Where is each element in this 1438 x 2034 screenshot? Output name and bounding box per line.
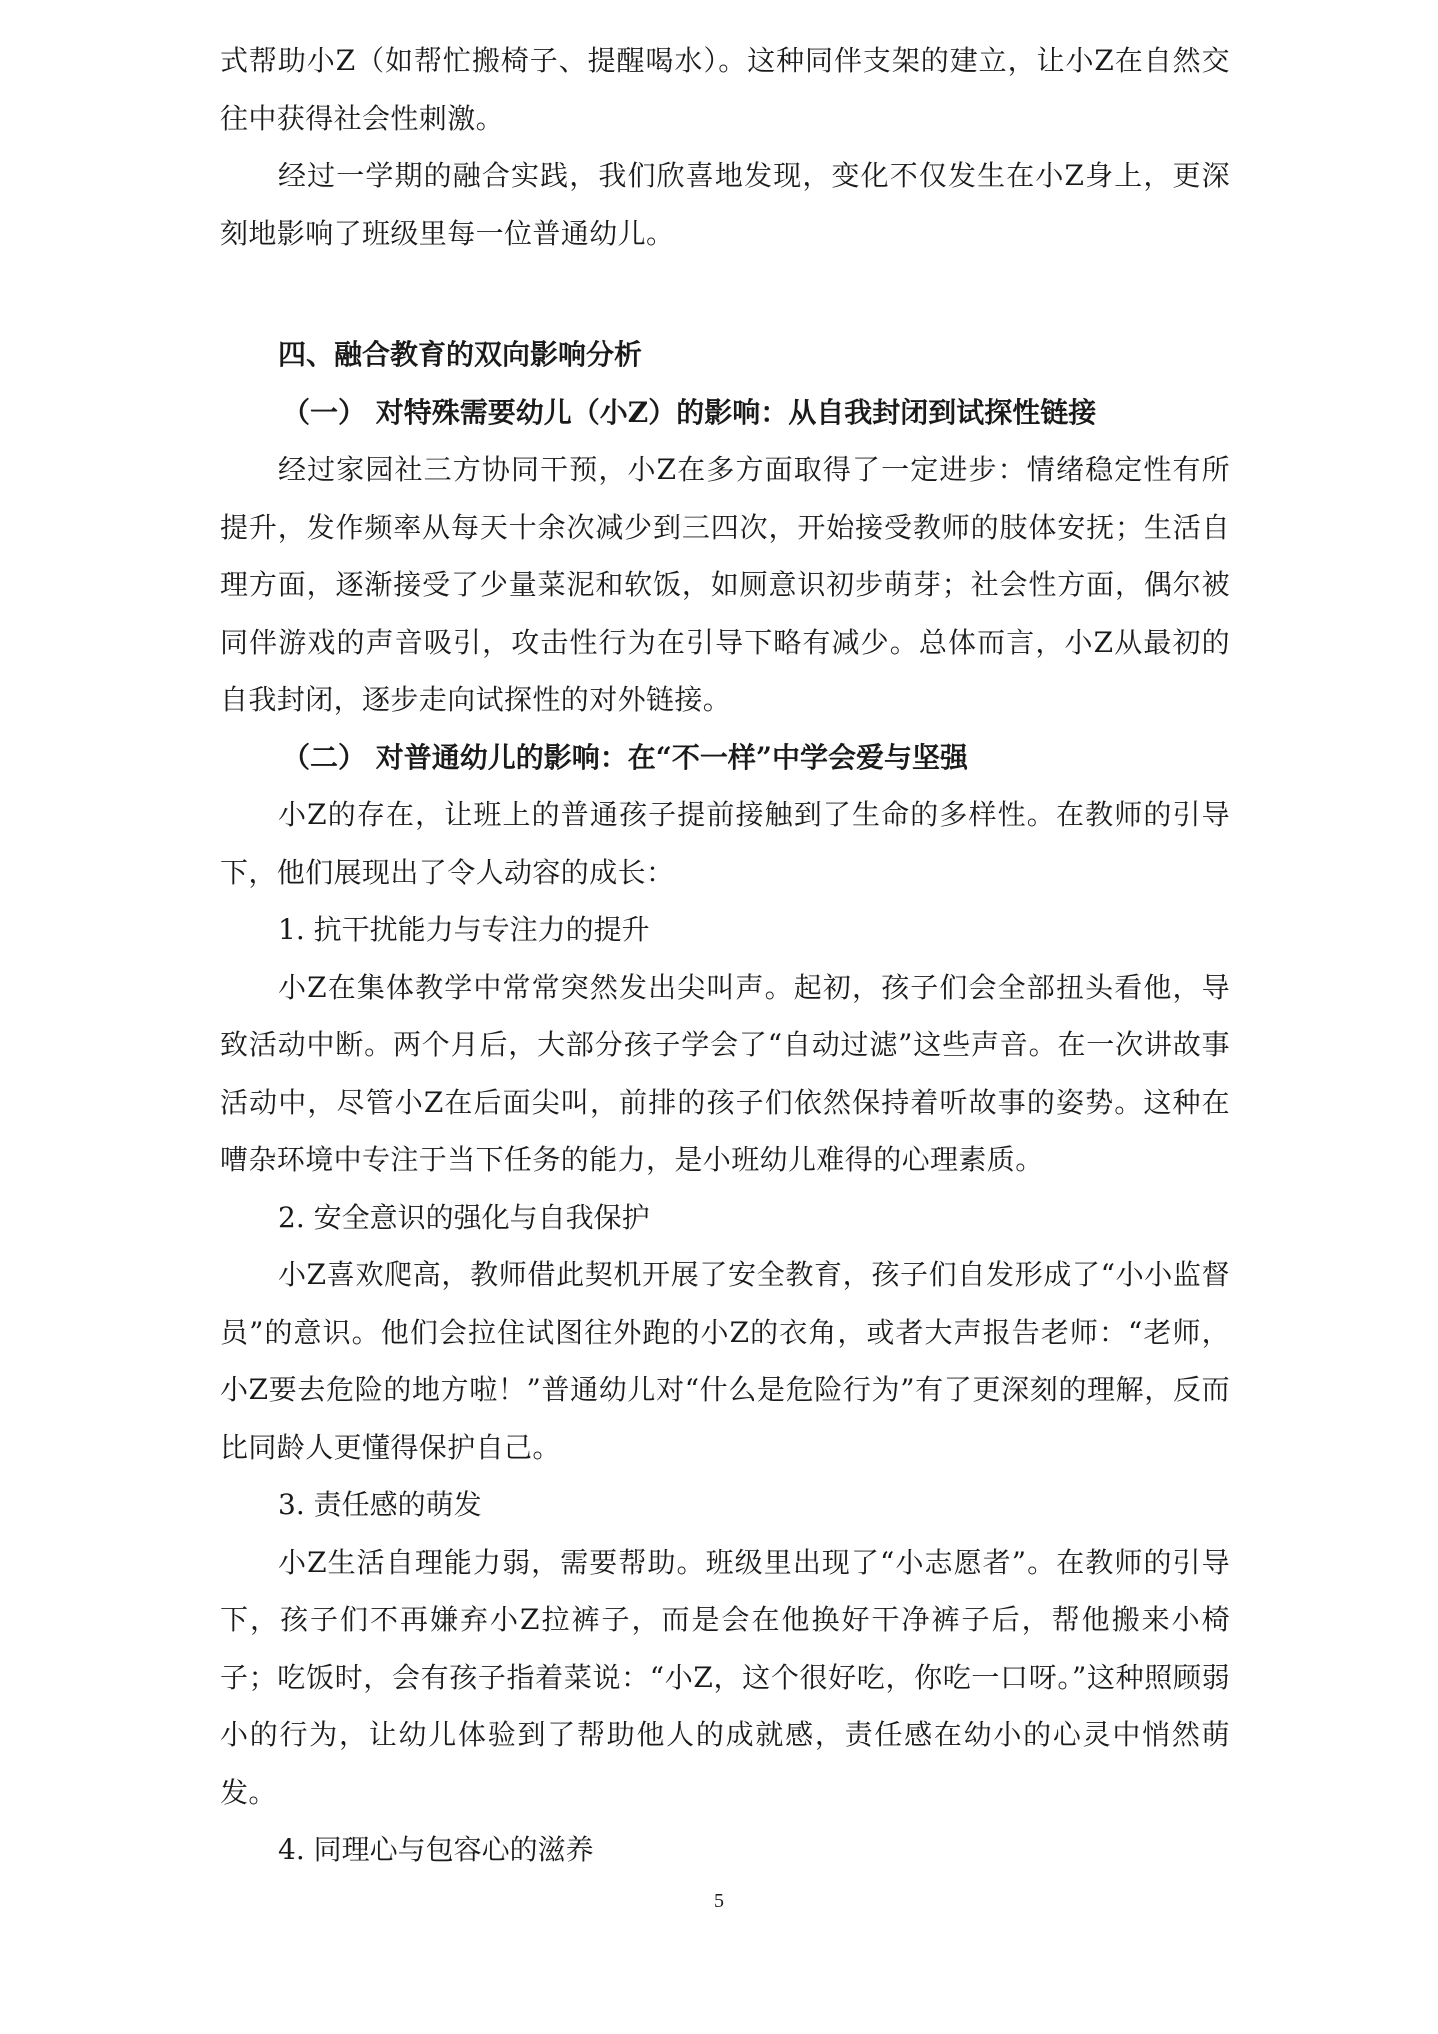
subsection-heading-1: （一） 对特殊需要幼儿（小Z）的影响：从自我封闭到试探性链接 (282, 395, 1097, 429)
subsection-2-intro: 小Z的存在，让班上的普通孩子提前接触到了生命的多样性。在教师的引导下，他们展现出了令人动容的成长： (220, 798, 1230, 889)
page-number: 5 (714, 1890, 724, 1912)
item-body-3: 小Z生活自理能力弱，需要帮助。班级里出现了“小志愿者”。在教师的引导下，孩子们不再嫌弃小Z拉裤子，而是会在他换好干净裤子后，帮他搬来小椅子；吃饭时，会有孩子指着菜说：“小Z，这个很好吃，你吃一口呀。”这种照顾弱小的行为，让幼儿体验到了帮助他人的成就感，责任感在幼小的心灵中悄然萌发。 (220, 1545, 1231, 1809)
item-heading-1: 1. 抗干扰能力与专注力的提升 (278, 913, 650, 946)
item-body-2: 小Z喜欢爬高，教师借此契机开展了安全教育，孩子们自发形成了“小小监督员”的意识。他们会拉住试图往外跑的小Z的衣角，或者大声报告老师：“老师，小Z要去危险的地方啦！”普通幼儿对“什么是危险行为”有了更深刻的理解，反而比同龄人更懂得保护自己。 (220, 1258, 1230, 1464)
item-body-1: 小Z在集体教学中常常突然发出尖叫声。起初，孩子们会全部扭头看他，导致活动中断。两个月后，大部分孩子学会了“自动过滤”这些声音。在一次讲故事活动中，尽管小Z在后面尖叫，前排的孩子们依然保持着听故事的姿势。这种在嘈杂环境中专注于当下任务的能力，是小班幼儿难得的心理素质。 (220, 970, 1230, 1176)
subsection-1-body: 经过家园社三方协同干预，小Z在多方面取得了一定进步：情绪稳定性有所提升，发作频率从每天十余次减少到三四次，开始接受教师的肢体安抚；生活自理方面，逐渐接受了少量菜泥和软饭，如厕意识初步萌芽；社会性方面，偶尔被同伴游戏的声音吸引，攻击性行为在引导下略有减少。总体而言，小Z从最初的自我封闭，逐步走向试探性的对外链接。 (220, 453, 1230, 716)
page-content (220, 32, 1230, 1879)
item-heading-4: 4. 同理心与包容心的滋养 (278, 1833, 594, 1866)
paragraph-summary: 经过一学期的融合实践，我们欣喜地发现，变化不仅发生在小Z身上，更深刻地影响了班级里每一位普通幼儿。 (220, 159, 1230, 250)
subsection-heading-2: （二） 对普通幼儿的影响：在“不一样”中学会爱与坚强 (282, 740, 968, 774)
item-heading-3: 3. 责任感的萌发 (278, 1488, 482, 1521)
section-heading: 四、融合教育的双向影响分析 (278, 338, 643, 371)
section-gap (220, 262, 1230, 326)
item-heading-2: 2. 安全意识的强化与自我保护 (278, 1200, 650, 1234)
paragraph-continuation: 式帮助小Z（如帮忙搬椅子、提醒喝水）。这种同伴支架的建立，让小Z在自然交往中获得社会性刺激。 (220, 44, 1230, 135)
